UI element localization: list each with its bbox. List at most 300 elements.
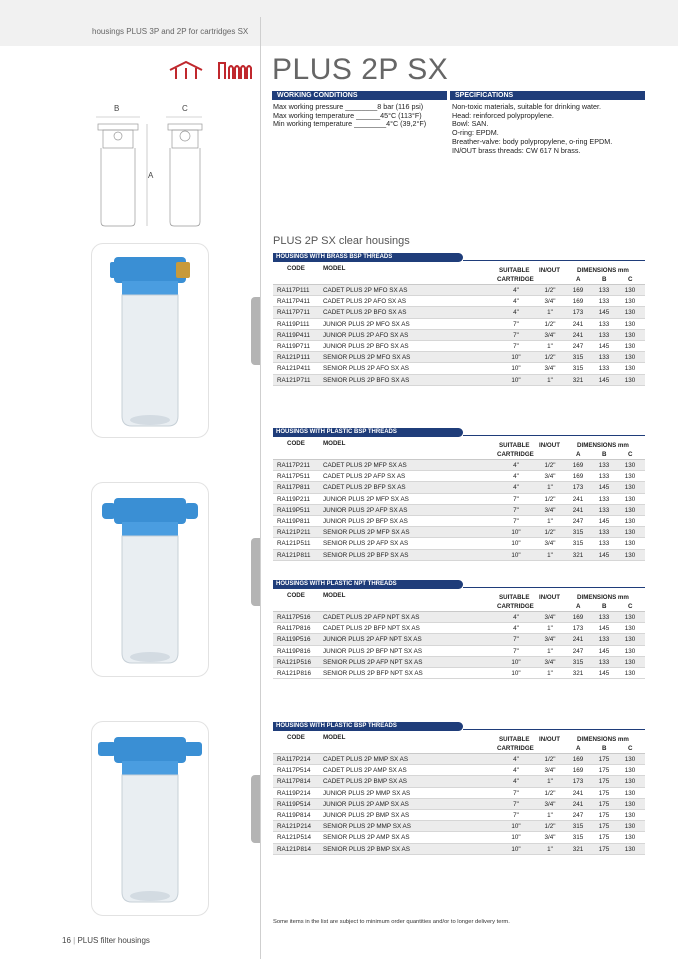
cell-cartridge: 10": [511, 845, 521, 853]
cell-cartridge: 4": [513, 778, 519, 786]
cell-cartridge: 4": [513, 756, 519, 763]
cell-cartridge: 10": [511, 376, 521, 384]
cell-dim-c: 130: [624, 647, 636, 655]
cell-cartridge: 4": [513, 767, 519, 775]
cell-inout: 1": [547, 376, 553, 384]
specifications-heading: SPECIFICATIONS: [450, 91, 645, 100]
cell-dim-b: 175: [598, 811, 610, 819]
dim-label-c: C: [182, 104, 188, 113]
cell-cartridge: 7": [513, 647, 519, 655]
cell-inout: 3/4": [544, 800, 556, 808]
table-row: [273, 754, 645, 765]
cell-dim-b: 175: [598, 823, 610, 831]
table-row: [273, 352, 645, 363]
cell-model: SENIOR PLUS 2P AFP SX AS: [323, 540, 409, 548]
cell-cartridge: 7": [513, 320, 519, 328]
cell-dim-b: 133: [598, 529, 610, 537]
cell-model: SENIOR PLUS 2P BMP SX AS: [323, 845, 410, 853]
cell-dim-a: 241: [572, 331, 584, 339]
cell-dim-b: 133: [598, 658, 610, 666]
column-headers: [273, 731, 645, 753]
cell-inout: 1": [547, 845, 553, 853]
cell-dim-a: 173: [572, 309, 584, 317]
column-headers: [273, 437, 645, 459]
col-b: B: [602, 276, 607, 283]
cell-cartridge: 7": [513, 517, 519, 525]
cell-dim-c: 130: [624, 484, 636, 492]
cell-dim-b: 133: [598, 614, 610, 621]
cell-dim-a: 241: [572, 506, 584, 514]
cell-code: RA121P816: [277, 669, 311, 677]
table-row: [273, 296, 645, 307]
cell-dim-c: 130: [624, 320, 636, 328]
spec-line: Head: reinforced polypropylene.: [452, 110, 554, 120]
cell-dim-c: 130: [624, 614, 636, 621]
cell-dim-c: 130: [624, 287, 636, 294]
table-brass-bsp: [273, 253, 645, 386]
col-a: A: [576, 745, 581, 752]
cell-dim-b: 145: [598, 484, 610, 492]
cell-code: RA117P811: [277, 484, 311, 492]
cell-dim-b: 133: [598, 331, 610, 339]
cell-cartridge: 10": [511, 551, 521, 559]
cell-dim-c: 130: [624, 669, 636, 677]
page-title: PLUS 2P SX: [272, 53, 449, 86]
cell-inout: 1/2": [544, 756, 556, 763]
table-row: [273, 527, 645, 538]
cell-code: RA117P711: [277, 309, 311, 317]
table-row: [273, 832, 645, 843]
table-row: [273, 634, 645, 645]
cell-dim-b: 145: [598, 342, 610, 350]
cell-inout: 1": [547, 551, 553, 559]
header-tag: housings PLUS 3P and 2P for cartridges SX: [92, 27, 249, 36]
spec-line: Breather-valve: body polypropylene, o-ring EPDM.: [452, 136, 613, 146]
col-a: A: [576, 603, 581, 610]
cell-model: SENIOR PLUS 2P BFP NPT SX AS: [323, 669, 423, 677]
cell-inout: 3/4": [544, 636, 556, 644]
col-suitable: SUITABLE: [499, 736, 530, 743]
cell-inout: 3/4": [544, 540, 556, 548]
table-row: [273, 799, 645, 810]
cell-dim-a: 169: [572, 473, 584, 481]
table-row: [273, 341, 645, 352]
cell-code: RA117P411: [277, 298, 311, 306]
cell-model: CADET PLUS 2P AMP SX AS: [323, 767, 407, 775]
table-body: [273, 284, 645, 386]
cell-dim-a: 241: [572, 636, 584, 644]
cell-dim-c: 130: [624, 811, 636, 819]
wc-label: Min working temperature ________: [273, 119, 387, 129]
page-footer: 16 | PLUS filter housings: [62, 936, 150, 945]
cell-code: RA117P814: [277, 778, 311, 786]
vertical-divider: [260, 17, 261, 959]
cell-code: RA117P511: [277, 473, 311, 481]
cell-inout: 1": [547, 647, 553, 655]
table-row: [273, 482, 645, 493]
cell-dim-a: 169: [572, 287, 584, 294]
table-heading-label: HOUSINGS WITH BRASS BSP THREADS: [273, 253, 463, 262]
cell-code: RA121P814: [277, 845, 311, 853]
col-dimensions: DIMENSIONS mm: [577, 267, 629, 274]
col-model: MODEL: [323, 734, 346, 741]
cell-dim-a: 247: [572, 517, 584, 525]
cell-dim-a: 321: [572, 669, 584, 677]
col-inout: IN/OUT: [539, 442, 560, 449]
table-heading-rule: [463, 729, 645, 730]
cell-dim-a: 315: [572, 354, 584, 362]
cell-model: CADET PLUS 2P MMP SX AS: [323, 756, 409, 763]
col-cartridge: CARTRIDGE: [497, 603, 534, 610]
cell-code: RA117P516: [277, 614, 311, 621]
cell-cartridge: 4": [513, 462, 519, 469]
cell-dim-b: 175: [598, 800, 610, 808]
cell-dim-c: 130: [624, 506, 636, 514]
cell-dim-b: 133: [598, 320, 610, 328]
table-row: [273, 623, 645, 634]
cell-dim-c: 130: [624, 331, 636, 339]
cell-dim-c: 130: [624, 298, 636, 306]
table-body: [273, 611, 645, 679]
cell-model: CADET PLUS 2P AFP SX AS: [323, 473, 406, 481]
table-row: [273, 330, 645, 341]
cell-cartridge: 10": [511, 823, 521, 831]
spec-line: O-ring: EPDM.: [452, 128, 499, 138]
cell-dim-c: 130: [624, 462, 636, 469]
cell-cartridge: 7": [513, 506, 519, 514]
table-row: [273, 844, 645, 855]
cell-dim-c: 130: [624, 767, 636, 775]
cell-inout: 3/4": [544, 298, 556, 306]
wc-value: 8 bar (116 psi): [377, 102, 424, 111]
table-heading: [273, 722, 645, 731]
cell-cartridge: 10": [511, 365, 521, 373]
specifications: [452, 103, 612, 155]
table-heading-label: HOUSINGS WITH PLASTIC BSP THREADS: [273, 722, 463, 731]
cell-inout: 3/4": [544, 506, 556, 514]
cell-dim-c: 130: [624, 756, 636, 763]
col-model: MODEL: [323, 440, 346, 447]
cell-dim-c: 130: [624, 342, 636, 350]
wc-label: Max working temperature ______: [273, 110, 381, 120]
cell-cartridge: 7": [513, 331, 519, 339]
cell-dim-a: 173: [572, 484, 584, 492]
cell-dim-c: 130: [624, 778, 636, 786]
col-b: B: [602, 451, 607, 458]
cell-model: CADET PLUS 2P BFO SX AS: [323, 309, 407, 317]
table-row: [273, 810, 645, 821]
cell-dim-c: 130: [624, 658, 636, 666]
col-code: CODE: [287, 265, 305, 272]
table-row: [273, 765, 645, 776]
cell-dim-c: 130: [624, 845, 636, 853]
cell-dim-a: 247: [572, 811, 584, 819]
table-heading: [273, 253, 645, 262]
cell-model: CADET PLUS 2P BFP SX AS: [323, 484, 406, 492]
product-photo-male: [91, 721, 209, 916]
table-row: [273, 788, 645, 799]
heating-icon: [217, 60, 257, 80]
cell-model: SENIOR PLUS 2P AFP NPT SX AS: [323, 658, 423, 666]
cell-inout: 3/4": [544, 331, 556, 339]
cell-dim-c: 130: [624, 309, 636, 317]
cell-dim-b: 145: [598, 551, 610, 559]
cell-model: CADET PLUS 2P BMP SX AS: [323, 778, 407, 786]
cell-dim-c: 130: [624, 551, 636, 559]
table-row: [273, 538, 645, 549]
cell-code: RA119P811: [277, 517, 311, 525]
header-strip: [0, 0, 678, 46]
table-row: [273, 375, 645, 386]
cell-cartridge: 4": [513, 298, 519, 306]
cell-code: RA121P711: [277, 376, 311, 384]
cell-dim-b: 133: [598, 540, 610, 548]
cell-dim-c: 130: [624, 495, 636, 503]
cell-code: RA121P811: [277, 551, 311, 559]
cell-dim-a: 169: [572, 767, 584, 775]
cell-inout: 3/4": [544, 365, 556, 373]
house-icon: [168, 60, 204, 80]
col-dimensions: DIMENSIONS mm: [577, 594, 629, 601]
cell-cartridge: 4": [513, 614, 519, 621]
cell-inout: 3/4": [544, 473, 556, 481]
cell-inout: 1": [547, 669, 553, 677]
table-row: [273, 471, 645, 482]
table-plastic-bsp: [273, 428, 645, 561]
col-suitable: SUITABLE: [499, 267, 530, 274]
col-inout: IN/OUT: [539, 736, 560, 743]
cell-dim-c: 130: [624, 636, 636, 644]
col-c: C: [628, 451, 633, 458]
col-cartridge: CARTRIDGE: [497, 451, 534, 458]
dimension-drawing: [92, 102, 227, 232]
product-photo-brass: [91, 243, 209, 438]
cell-model: CADET PLUS 2P MFP SX AS: [323, 462, 407, 469]
cell-inout: 1/2": [544, 462, 556, 469]
cell-code: RA119P814: [277, 811, 311, 819]
cell-dim-a: 169: [572, 462, 584, 469]
cell-dim-c: 130: [624, 800, 636, 808]
table-row: [273, 821, 645, 832]
cell-model: CADET PLUS 2P BFP NPT SX AS: [323, 625, 420, 633]
cell-cartridge: 4": [513, 287, 519, 294]
col-model: MODEL: [323, 592, 346, 599]
table-heading: [273, 428, 645, 437]
cell-dim-a: 315: [572, 823, 584, 831]
cell-dim-b: 145: [598, 376, 610, 384]
cell-dim-a: 241: [572, 320, 584, 328]
cell-cartridge: 4": [513, 484, 519, 492]
col-c: C: [628, 276, 633, 283]
cell-code: RA121P211: [277, 529, 311, 537]
table-row: [273, 550, 645, 561]
wc-value: 4°C (39,2°F): [386, 119, 427, 129]
table-heading-rule: [463, 587, 645, 588]
cell-code: RA119P516: [277, 636, 311, 644]
cell-inout: 1": [547, 309, 553, 317]
cell-dim-a: 169: [572, 298, 584, 306]
cell-cartridge: 7": [513, 789, 519, 797]
table-row: [273, 612, 645, 623]
cell-inout: 1": [547, 811, 553, 819]
footnote: Some items in the list are subject to minimum order quantities and/or to longer delivery term.: [273, 919, 510, 925]
cell-model: SENIOR PLUS 2P BFP SX AS: [323, 551, 409, 559]
cell-dim-a: 169: [572, 756, 584, 763]
col-cartridge: CARTRIDGE: [497, 745, 534, 752]
cell-dim-c: 130: [624, 834, 636, 842]
wc-label: Max working pressure ________: [273, 102, 378, 111]
col-dimensions: DIMENSIONS mm: [577, 442, 629, 449]
cell-dim-b: 145: [598, 309, 610, 317]
cell-model: SENIOR PLUS 2P AMP SX AS: [323, 834, 410, 842]
table-row: [273, 494, 645, 505]
cell-cartridge: 7": [513, 636, 519, 644]
cell-dim-a: 241: [572, 800, 584, 808]
table-body: [273, 459, 645, 561]
cell-dim-b: 133: [598, 354, 610, 362]
cell-code: RA117P211: [277, 462, 311, 469]
page-number: 16: [62, 936, 71, 945]
dim-label-a: A: [148, 171, 154, 180]
cell-dim-a: 169: [572, 614, 584, 621]
table-plastic-npt: [273, 580, 645, 679]
col-c: C: [628, 745, 633, 752]
cell-model: JUNIOR PLUS 2P MFO SX AS: [323, 320, 410, 328]
table-row: [273, 460, 645, 471]
cell-dim-b: 145: [598, 517, 610, 525]
table-body: [273, 753, 645, 855]
col-b: B: [602, 745, 607, 752]
cell-code: RA119P214: [277, 789, 311, 797]
table-row: [273, 307, 645, 318]
cell-model: JUNIOR PLUS 2P AFP NPT SX AS: [323, 636, 422, 644]
table-heading-label: HOUSINGS WITH PLASTIC NPT THREADS: [273, 580, 463, 589]
cell-model: JUNIOR PLUS 2P MFP SX AS: [323, 495, 409, 503]
cell-dim-b: 175: [598, 845, 610, 853]
cell-dim-b: 133: [598, 495, 610, 503]
column-headers: [273, 589, 645, 611]
cell-code: RA117P514: [277, 767, 311, 775]
table-row: [273, 319, 645, 330]
cell-inout: 1": [547, 625, 553, 633]
housing-image: [92, 722, 210, 917]
cell-dim-a: 315: [572, 658, 584, 666]
cell-dim-c: 130: [624, 625, 636, 633]
col-code: CODE: [287, 440, 305, 447]
cell-inout: 1": [547, 342, 553, 350]
cell-cartridge: 7": [513, 495, 519, 503]
cell-dim-b: 145: [598, 669, 610, 677]
column-headers: [273, 262, 645, 284]
cell-code: RA119P511: [277, 506, 311, 514]
side-tab: [251, 538, 260, 606]
cell-inout: 1/2": [544, 320, 556, 328]
cell-model: JUNIOR PLUS 2P BMP SX AS: [323, 811, 410, 819]
cell-dim-a: 173: [572, 778, 584, 786]
cell-dim-b: 175: [598, 756, 610, 763]
cell-dim-b: 175: [598, 767, 610, 775]
cell-cartridge: 7": [513, 342, 519, 350]
cell-model: JUNIOR PLUS 2P AMP SX AS: [323, 800, 409, 808]
col-suitable: SUITABLE: [499, 594, 530, 601]
cell-code: RA119P111: [277, 320, 310, 328]
working-conditions-heading: WORKING CONDITIONS: [272, 91, 447, 100]
side-tab: [251, 775, 260, 843]
table-row: [273, 505, 645, 516]
cell-dim-c: 130: [624, 354, 636, 362]
cell-inout: 1/2": [544, 529, 556, 537]
table-row: [273, 668, 645, 679]
cell-dim-b: 133: [598, 287, 610, 294]
cell-inout: 1": [547, 484, 553, 492]
cell-model: CADET PLUS 2P AFO SX AS: [323, 298, 407, 306]
cell-dim-a: 315: [572, 529, 584, 537]
col-suitable: SUITABLE: [499, 442, 530, 449]
section-subtitle: PLUS 2P SX clear housings: [273, 235, 410, 247]
cell-dim-c: 130: [624, 529, 636, 537]
col-inout: IN/OUT: [539, 594, 560, 601]
cell-dim-a: 315: [572, 365, 584, 373]
cell-dim-c: 130: [624, 540, 636, 548]
table-row: [273, 776, 645, 787]
cell-model: SENIOR PLUS 2P MFP SX AS: [323, 529, 410, 537]
wc-row: [273, 120, 426, 129]
col-b: B: [602, 603, 607, 610]
cell-model: SENIOR PLUS 2P MMP SX AS: [323, 823, 411, 831]
cell-dim-b: 175: [598, 778, 610, 786]
cell-dim-c: 130: [624, 789, 636, 797]
cell-inout: 1/2": [544, 354, 556, 362]
col-a: A: [576, 451, 581, 458]
cell-model: JUNIOR PLUS 2P AFO SX AS: [323, 331, 409, 339]
cell-dim-a: 321: [572, 551, 584, 559]
cell-dim-b: 133: [598, 506, 610, 514]
cell-inout: 3/4": [544, 658, 556, 666]
cell-inout: 3/4": [544, 767, 556, 775]
cell-dim-c: 130: [624, 365, 636, 373]
cell-dim-c: 130: [624, 376, 636, 384]
cell-model: SENIOR PLUS 2P AFO SX AS: [323, 365, 409, 373]
cell-cartridge: 10": [511, 529, 521, 537]
col-c: C: [628, 603, 633, 610]
cell-code: RA121P214: [277, 823, 311, 831]
cell-code: RA119P711: [277, 342, 311, 350]
cell-cartridge: 4": [513, 309, 519, 317]
cell-dim-b: 133: [598, 636, 610, 644]
wc-value: 45°C (113°F): [380, 110, 422, 120]
table-heading: [273, 580, 645, 589]
table-row: [273, 646, 645, 657]
working-conditions: [273, 103, 426, 129]
table-heading-rule: [463, 435, 645, 436]
cell-model: JUNIOR PLUS 2P AFP SX AS: [323, 506, 408, 514]
cell-dim-b: 175: [598, 789, 610, 797]
cell-model: SENIOR PLUS 2P MFO SX AS: [323, 354, 411, 362]
cell-code: RA121P511: [277, 540, 311, 548]
cell-code: RA119P514: [277, 800, 311, 808]
cell-dim-b: 145: [598, 625, 610, 633]
cell-dim-a: 247: [572, 647, 584, 655]
cell-dim-c: 130: [624, 823, 636, 831]
col-inout: IN/OUT: [539, 267, 560, 274]
cell-inout: 1": [547, 517, 553, 525]
cell-inout: 1/2": [544, 789, 556, 797]
cell-dim-a: 321: [572, 376, 584, 384]
cell-dim-b: 133: [598, 365, 610, 373]
cell-dim-b: 133: [598, 298, 610, 306]
table-row: [273, 516, 645, 527]
spec-line: Bowl: SAN.: [452, 119, 489, 129]
